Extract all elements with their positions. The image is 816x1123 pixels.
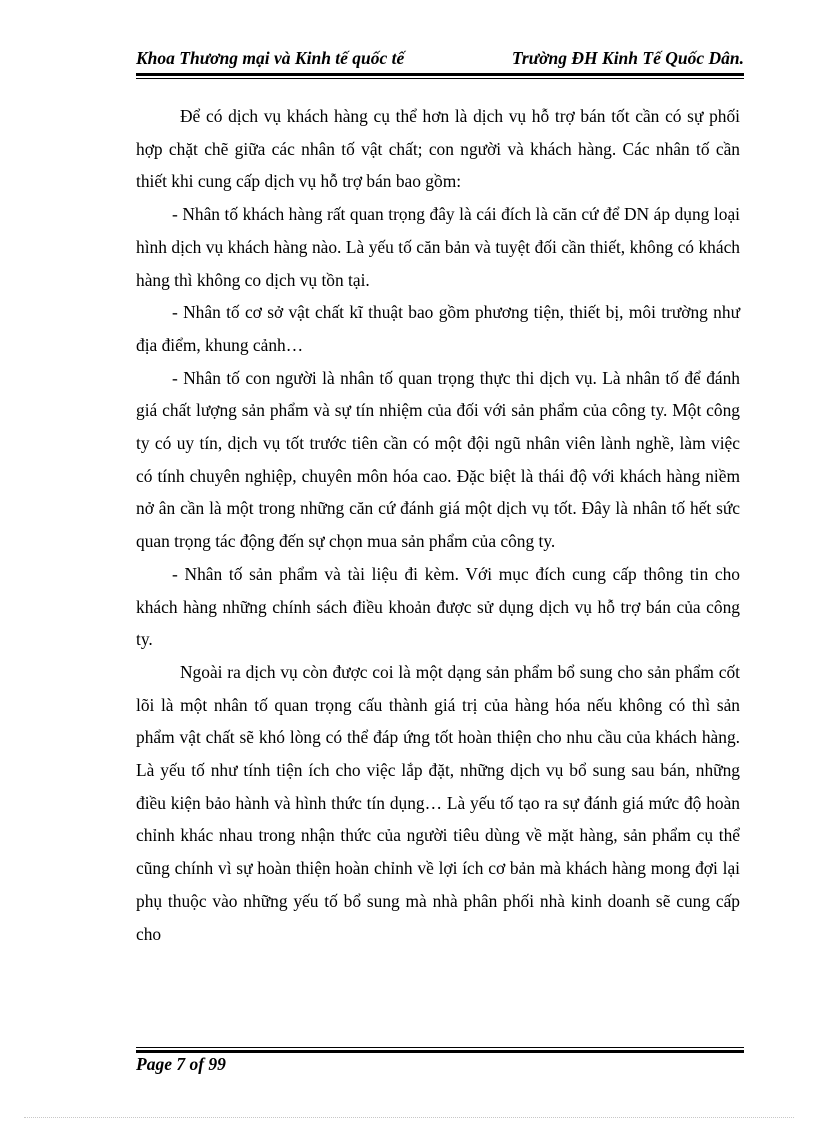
paragraph: - Nhân tố cơ sở vật chất kĩ thuật bao gồm phương tiện, thiết bị, môi trường như địa điểm, khung cảnh… [136,302,740,355]
page-edge-dotted-line [24,1117,794,1118]
page-body [136,100,740,950]
header-divider-thin [136,78,744,79]
page-number: Page 7 of 99 [136,1054,226,1074]
page-header [136,48,744,69]
paragraph: - Nhân tố con người là nhân tố quan trọng thực thi dịch vụ. Là nhân tố để đánh giá chất lượng sản phẩm và sự tín nhiệm của đối với sản phẩm của công ty. Một công ty có uy tín, dịch vụ tốt trước tiên cần có một đội ngũ nhân viên lành nghề, làm việc có tính chuyên nghiệp, chuyên môn hóa cao. Đặc biệt là thái độ với khách hàng niềm nở ân cần là một trong những căn cứ đánh giá một dịch vụ tốt. Đây là nhân tố hết sức quan trọng tác động đến sự chọn mua sản phẩm của công ty. [136,367,740,552]
footer-divider [136,1050,744,1053]
footer-divider-thin [136,1047,744,1048]
paragraph: - Nhân tố khách hàng rất quan trọng đây là cái đích là căn cứ để DN áp dụng loại hình dịch vụ khách hàng nào. Là yếu tố căn bản và tuyệt đối cần thiết, không có khách hàng thì không co dịch vụ tồn tại. [136,204,740,290]
header-university: Trường ĐH Kinh Tế Quốc Dân. [511,48,744,68]
header-faculty: Khoa Thương mại và Kinh tế quốc tế [136,48,405,68]
paragraph: Ngoài ra dịch vụ còn được coi là một dạng sản phẩm bổ sung cho sản phẩm cốt lõi là một nhân tố quan trọng cấu thành giá trị của hàng hóa nếu không có thì sản phẩm vật chất sẽ khó lòng có thể đáp ứng tốt hoàn thiện cho nhu cầu của khách hàng. Là yếu tố như tính tiện ích cho việc lắp đặt, những dịch vụ bổ sung sau bán, những điều kiện bảo hành và hình thức tín dụng… Là yếu tố tạo ra sự đánh giá mức độ hoàn chỉnh khác nhau trong nhận thức của người tiêu dùng về mặt hàng, sản phẩm cụ thể cũng chính vì sự hoàn thiện hoàn chỉnh về lợi ích cơ bản mà khách hàng mong đợi lại phụ thuộc vào những yếu tố bổ sung mà nhà phân phối nhà kinh doanh sẽ cung cấp cho [136,661,740,944]
paragraph: - Nhân tố sản phẩm và tài liệu đi kèm. Với mục đích cung cấp thông tin cho khách hàng những chính sách điều khoản được sử dụng dịch vụ hỗ trợ bán của công ty. [136,563,740,650]
header-divider [136,73,744,76]
paragraph: Để có dịch vụ khách hàng cụ thể hơn là dịch vụ hỗ trợ bán tốt cần có sự phối hợp chặt chẽ giữa các nhân tố vật chất; con người và khách hàng. Các nhân tố cần thiết khi cung cấp dịch vụ hỗ trợ bán bao gồm: [136,106,740,192]
